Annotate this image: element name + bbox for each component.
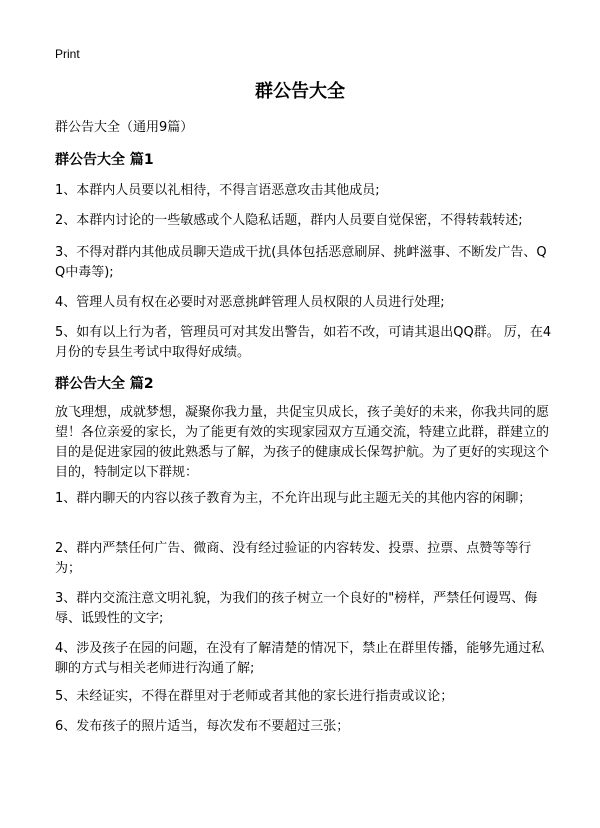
section-2-paragraph-6: 6、发布孩子的照片适当，每次发布不要超过三张； — [55, 719, 350, 734]
section-2-paragraph-intro: 放飞理想，成就梦想，凝聚你我力量，共促宝贝成长，孩子美好的未来，你我共同的愿望！各位亲爱的家长，为了能更有效的实现家园双方互通交流，特建立此群，群建立的目的是促进家园的彼此熟悉与了解，为孩子的健康成长保驾护航。为了更好的实现这个目的，特制定以下群规： — [55, 405, 550, 480]
section-2-paragraph-2: 2、群内严禁任何广告、微商、没有经过验证的内容转发、投票、拉票、点赞等等行为； — [55, 541, 532, 576]
section-2-paragraph-5: 5、未经证实，不得在群里对于老师或者其他的家长进行指责或议论； — [55, 689, 454, 704]
section-heading-2: 群公告大全 篇2 — [55, 376, 154, 392]
section-2-paragraph-1: 1、群内聊天的内容以孩子教育为主，不允许出现与此主题无关的其他内容的闲聊； — [55, 491, 532, 506]
section-1-paragraph-1: 1、本群内人员要以礼相待，不得言语恶意攻击其他成员; — [55, 183, 380, 198]
print-label: Print — [55, 47, 80, 61]
section-1-paragraph-3: 3、不得对群内其他成员聊天造成干扰(具体包括恶意刷屏、挑衅滋事、不断发广告、QQ中毒等); — [55, 245, 547, 280]
section-1-paragraph-2: 2、本群内讨论的一些敏感或个人隐私话题，群内人员要自觉保密，不得转载转述; — [55, 213, 523, 228]
section-1-paragraph-5: 5、如有以上行为者，管理员可对其发出警告，如若不改，可请其退出QQ群。 厉，在4月份的专县生考试中取得好成绩。 — [55, 325, 552, 360]
section-2-paragraph-3: 3、群内交流注意文明礼貌，为我们的孩子树立一个良好的"榜样，严禁任何谩骂、侮辱、诋毁性的文字; — [55, 591, 538, 626]
page-title: 群公告大全 — [255, 81, 345, 102]
document-subtitle: 群公告大全（通用9篇） — [55, 120, 194, 135]
section-heading-1: 群公告大全 篇1 — [55, 152, 154, 168]
section-2-paragraph-4: 4、涉及孩子在园的问题，在没有了解清楚的情况下，禁止在群里传播，能够先通过私聊的方式与相关老师进行沟通了解; — [55, 641, 545, 676]
section-1-paragraph-4: 4、管理人员有权在必要时对恶意挑衅管理人员权限的人员进行处理; — [55, 295, 445, 310]
